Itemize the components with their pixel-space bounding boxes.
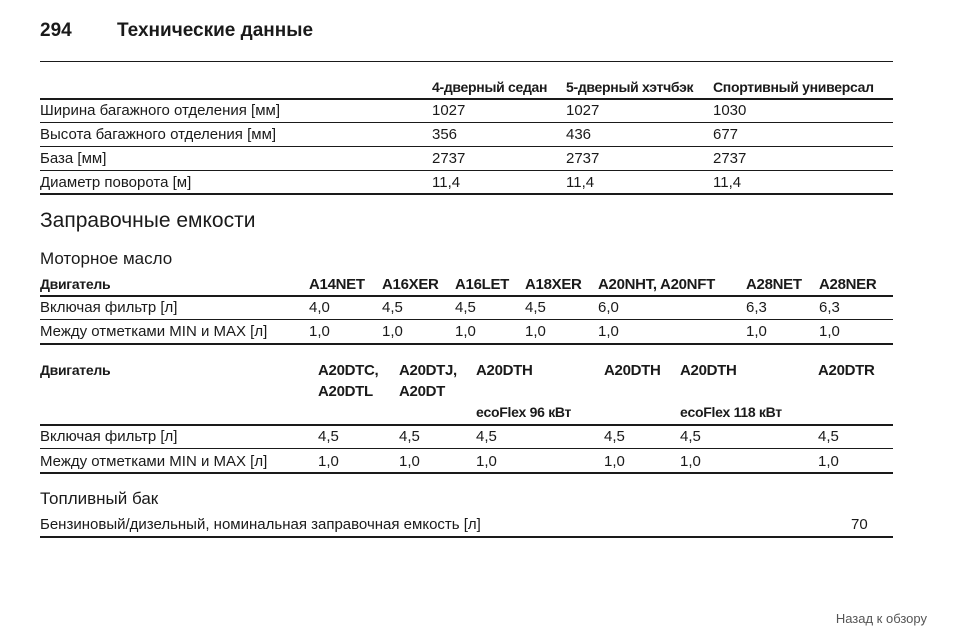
engine-header: A20DTJ, [399, 362, 457, 379]
table-cell: 1,0 [455, 323, 476, 340]
table-cell: 1,0 [318, 453, 339, 470]
engine-header: A20DTL [318, 383, 373, 400]
engine-header: A20NHT, A20NFT [598, 276, 715, 293]
engine-header: A28NER [819, 276, 877, 293]
table-cell: 1,0 [818, 453, 839, 470]
column-header: 5-дверный хэтчбэк [566, 79, 694, 95]
table-cell: 2737 [566, 150, 600, 167]
table-cell: 1,0 [382, 323, 403, 340]
column-header: 4-дверный седан [432, 79, 548, 95]
table-cell: 1027 [432, 102, 466, 119]
table-cell: 1,0 [604, 453, 625, 470]
back-to-overview-link[interactable]: Назад к обзору [835, 611, 927, 626]
engine-header: A28NET [746, 276, 802, 293]
header-divider [40, 61, 893, 62]
engine-header: A20DT [399, 383, 446, 400]
table-cell: 1027 [566, 102, 600, 119]
table-cell: 1,0 [746, 323, 767, 340]
table-cell: 1,0 [309, 323, 330, 340]
table-cell: 1,0 [399, 453, 420, 470]
row-divider [40, 122, 893, 123]
engine-note: ecoFlex 96 кВт [476, 404, 572, 420]
table-cell: 4,5 [680, 428, 701, 445]
table-divider [40, 98, 893, 100]
table-divider [40, 472, 893, 474]
table-cell: 6,3 [746, 299, 767, 316]
subsection-title: Топливный бак [40, 489, 159, 508]
table-cell: 4,5 [476, 428, 497, 445]
row-label: Включая фильтр [л] [40, 428, 178, 445]
table-divider [40, 424, 893, 426]
row-label: База [мм] [40, 150, 107, 167]
engine-header: A20DTH [604, 362, 661, 379]
table-cell: 70 [851, 516, 868, 533]
table-cell: 11,4 [566, 174, 595, 191]
row-divider [40, 170, 893, 171]
row-divider [40, 319, 893, 320]
row-divider [40, 448, 893, 449]
table-cell: 4,5 [382, 299, 403, 316]
row-divider [40, 146, 893, 147]
row-label: Ширина багажного отделения [мм] [40, 102, 281, 119]
table-cell: 1,0 [525, 323, 546, 340]
engine-header: A20DTC, [318, 362, 379, 379]
section-title: Заправочные емкости [40, 209, 256, 232]
table-cell: 11,4 [713, 174, 742, 191]
engine-header: A16XER [382, 276, 439, 293]
table-divider [40, 343, 893, 345]
row-label: Диаметр поворота [м] [40, 174, 192, 191]
column-header: Спортивный универсал [713, 79, 874, 95]
table-cell: 1,0 [819, 323, 840, 340]
engine-header: A18XER [525, 276, 582, 293]
engine-header: A14NET [309, 276, 365, 293]
table-cell: 2737 [432, 150, 466, 167]
engine-header: A16LET [455, 276, 510, 293]
table-header-label: Двигатель [40, 362, 111, 378]
row-label: Бензиновый/дизельный, номинальная заправочная емкость [л] [40, 516, 481, 533]
subsection-title: Моторное масло [40, 249, 173, 268]
engine-header: A20DTR [818, 362, 875, 379]
table-cell: 436 [566, 126, 592, 143]
row-label: Включая фильтр [л] [40, 299, 178, 316]
row-label: Между отметками MIN и MAX [л] [40, 453, 268, 470]
table-cell: 677 [713, 126, 739, 143]
table-cell: 1030 [713, 102, 747, 119]
table-cell: 2737 [713, 150, 747, 167]
table-cell: 4,0 [309, 299, 330, 316]
page-number: 294 [40, 20, 72, 41]
table-cell: 1,0 [598, 323, 619, 340]
table-cell: 4,5 [818, 428, 839, 445]
table-divider [40, 193, 893, 195]
engine-header: A20DTH [476, 362, 533, 379]
table-cell: 4,5 [318, 428, 339, 445]
table-cell: 356 [432, 126, 458, 143]
page-title: Технические данные [117, 20, 314, 41]
table-divider [40, 536, 893, 538]
engine-note: ecoFlex 118 кВт [680, 404, 782, 420]
table-cell: 1,0 [476, 453, 497, 470]
table-header-label: Двигатель [40, 276, 111, 292]
table-cell: 4,5 [455, 299, 476, 316]
engine-header: A20DTH [680, 362, 737, 379]
row-label: Между отметками MIN и MAX [л] [40, 323, 268, 340]
table-cell: 11,4 [432, 174, 461, 191]
table-cell: 4,5 [525, 299, 546, 316]
table-cell: 4,5 [399, 428, 420, 445]
row-label: Высота багажного отделения [мм] [40, 126, 277, 143]
table-divider [40, 295, 893, 297]
table-cell: 1,0 [680, 453, 701, 470]
table-cell: 4,5 [604, 428, 625, 445]
table-cell: 6,3 [819, 299, 840, 316]
table-cell: 6,0 [598, 299, 619, 316]
